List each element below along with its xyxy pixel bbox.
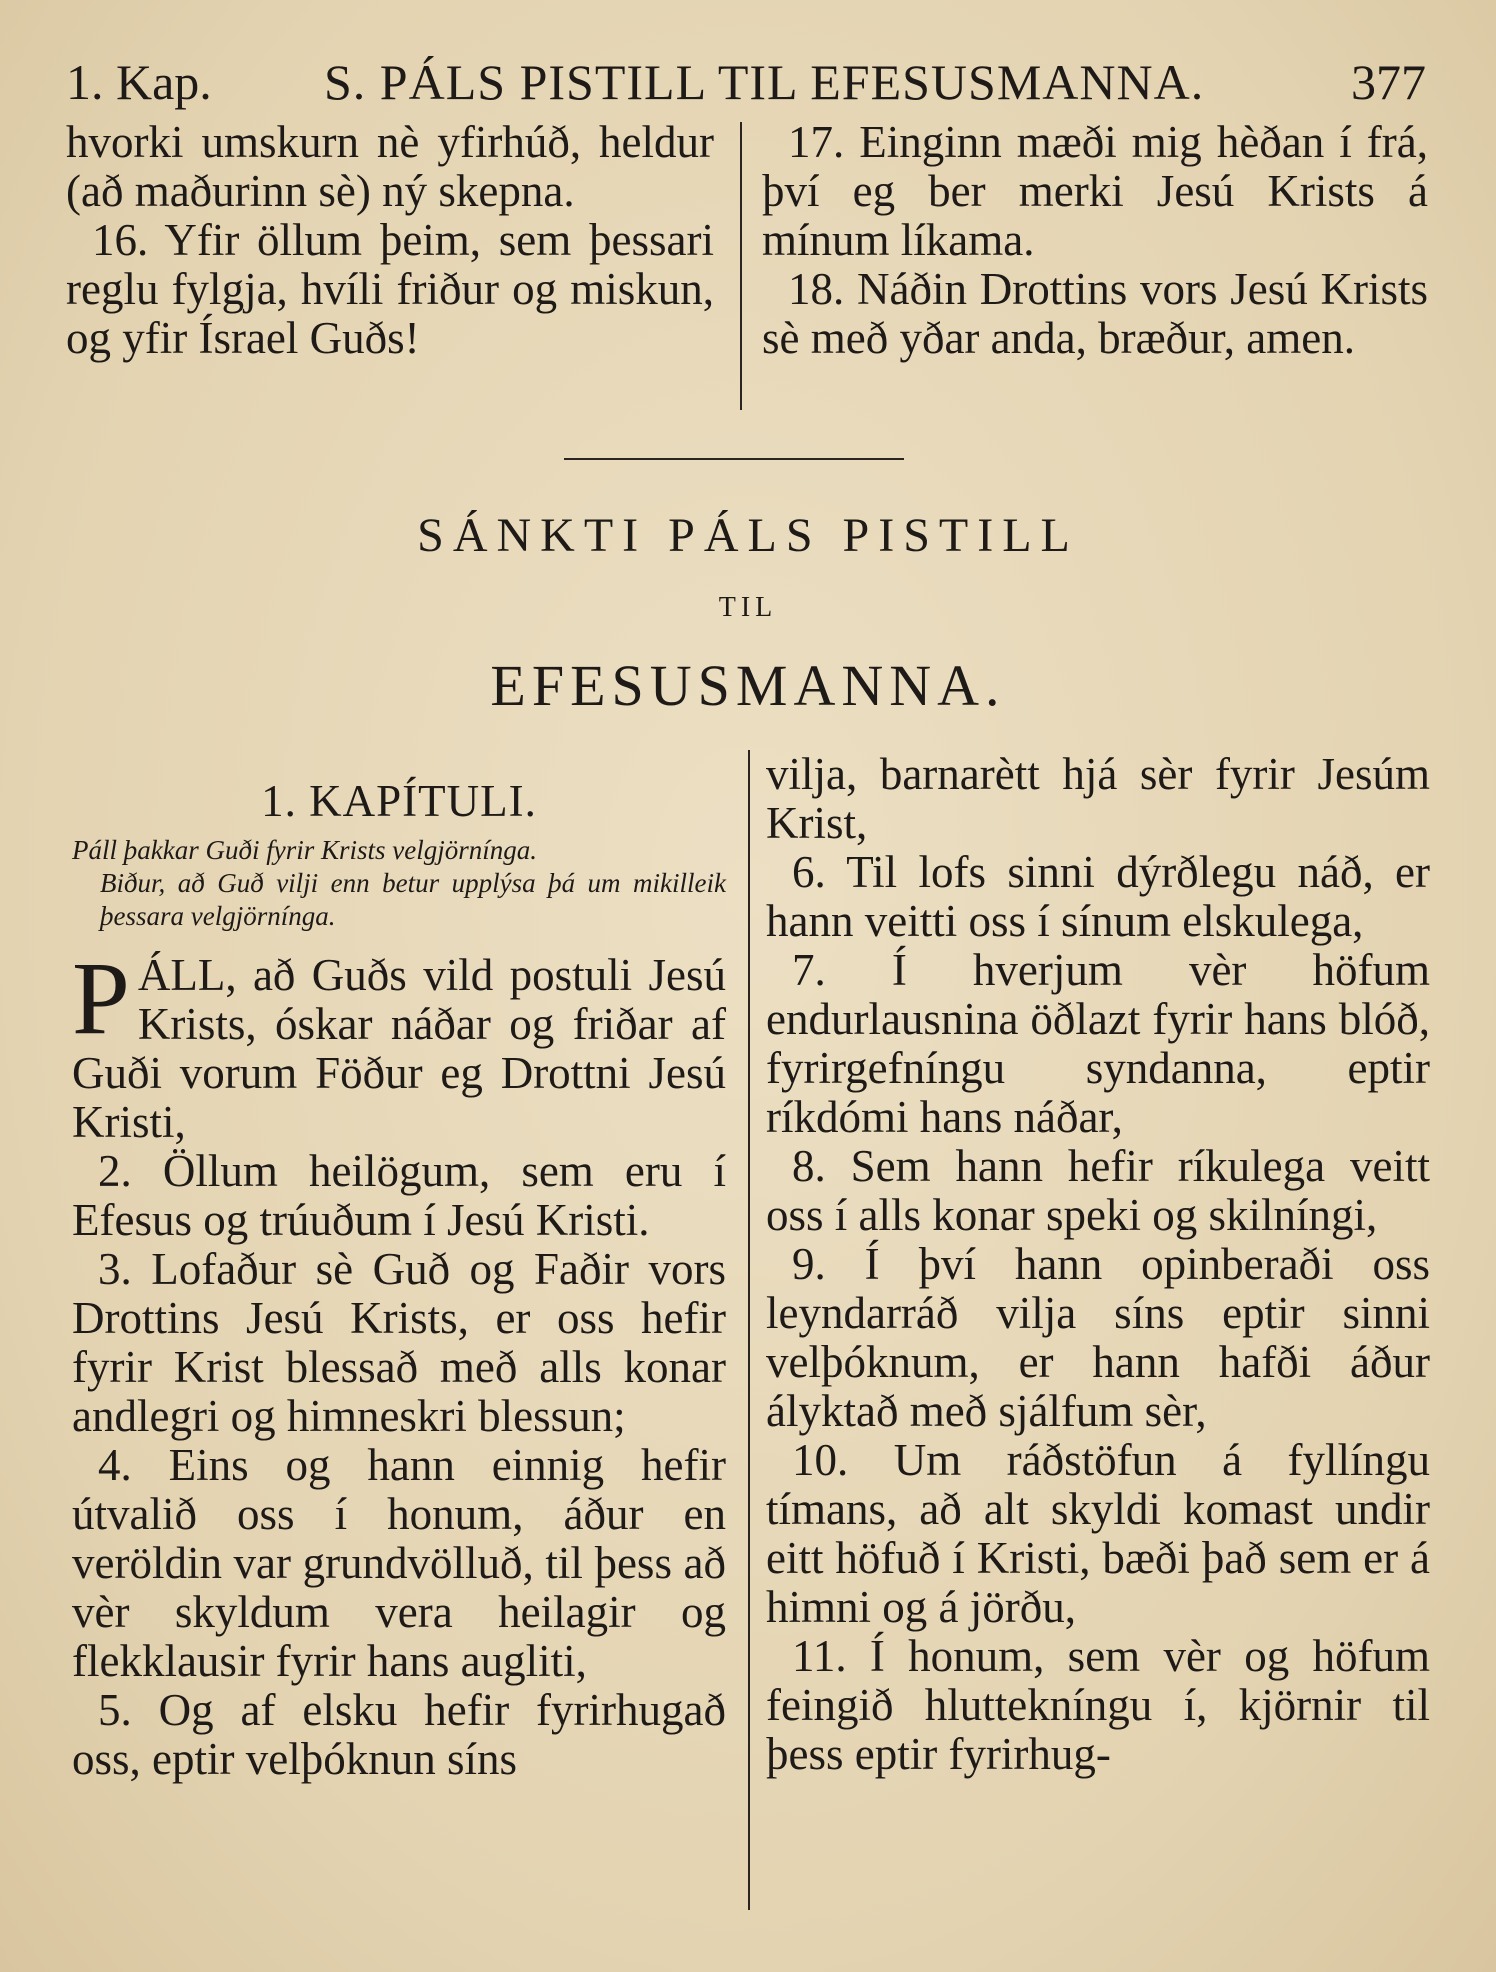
epistle-title-line2: TIL <box>718 592 778 623</box>
previous-epistle-right-column <box>762 118 1428 363</box>
verse-9: 9. Í því hann opinberaði oss leyndarráð vilja síns eptir sinni velþóknum, er hann hafði áður ályktað með sjálfum sèr, <box>766 1239 1430 1436</box>
summary-line-1: Páll þakkar Guði fyrir Krists velgjörnínga. <box>72 835 537 865</box>
chapter-summary <box>72 834 726 933</box>
drop-cap: P <box>72 941 130 1056</box>
verse-4: 4. Eins og hann einnig hefir útvalið oss í honum, áður en veröldin var grundvölluð, til þess að vèr skyldum vera heilagir og flekklausir fyrir hans augliti, <box>72 1440 726 1686</box>
verse-17: 17. Einginn mæði mig hèðan í frá, því eg ber merki Jesú Krists á mínum líkama. <box>762 117 1428 265</box>
verse-16: 16. Yfir öllum þeim, sem þessari reglu fylgja, hvíli friður og miskun, og yfir Ísrael Guðs! <box>66 215 714 363</box>
column-divider <box>748 750 750 1910</box>
verse-5: 5. Og af elsku hefir fyrirhugað oss, eptir velþóknun síns <box>72 1685 726 1784</box>
chapter-left-column <box>72 752 726 1784</box>
page-number: 377 <box>1351 54 1426 110</box>
verse-5-continuation: vilja, barnarètt hjá sèr fyrir Jesúm Krist, <box>766 749 1430 848</box>
summary-line-2: Biður, að Guð vilji enn betur upplýsa þá um mikilleik þessara velgjörnínga. <box>100 868 726 931</box>
previous-epistle-left-column <box>66 118 714 363</box>
verse-6: 6. Til lofs sinni dýrðlegu náð, er hann veitti oss í sínum elskulega, <box>766 847 1430 946</box>
epistle-title-line3: EFESUSMANNA. <box>490 653 1006 718</box>
epistle-title-line1: SÁNKTI PÁLS PISTILL <box>417 509 1079 562</box>
verse-7: 7. Í hverjum vèr höfum endurlausnina öðlazt fyrir hans blóð, fyrirgefníngu syndanna, eptir ríkdómi hans náðar, <box>766 945 1430 1142</box>
section-divider <box>564 458 904 460</box>
verse-3: 3. Lofaður sè Guð og Faðir vors Drottins Jesú Krists, er oss hefir fyrir Krist blessað með alls konar andlegri og himneskri blessun; <box>72 1244 726 1441</box>
verse-1-text: ÁLL, að Guðs vild postuli Jesú Krists, óskar náðar og friðar af Guði vorum Föður eg Drottni Jesú Kristi, <box>72 950 726 1147</box>
running-head-title: S. PÁLS PISTILL TIL EFESUSMANNA. <box>324 54 1205 110</box>
verse-18: 18. Náðin Drottins vors Jesú Krists sè með yðar anda, bræður, amen. <box>762 264 1428 363</box>
chapter-heading: 1. KAPÍTULI. <box>261 776 537 826</box>
verse-1 <box>72 941 726 1147</box>
verse-2: 2. Öllum heilögum, sem eru í Efesus og trúuðum í Jesú Kristi. <box>72 1146 726 1245</box>
verse-11: 11. Í honum, sem vèr og höfum feingið hluttekníngu í, kjörnir til þess eptir fyrirhug- <box>766 1631 1430 1779</box>
running-head-chapter: 1. Kap. <box>66 54 212 110</box>
verse-15-end: hvorki umskurn nè yfirhúð, heldur (að maðurinn sè) ný skepna. <box>66 117 714 216</box>
verse-10: 10. Um ráðstöfun á fyllíngu tímans, að alt skyldi komast undir eitt höfuð í Kristi, bæði það sem er á himni og á jörðu, <box>766 1435 1430 1632</box>
chapter-right-column <box>766 750 1430 1779</box>
running-head <box>66 52 1426 112</box>
verse-8: 8. Sem hann hefir ríkulega veitt oss í alls konar speki og skilníngi, <box>766 1141 1430 1240</box>
column-divider <box>740 122 742 410</box>
